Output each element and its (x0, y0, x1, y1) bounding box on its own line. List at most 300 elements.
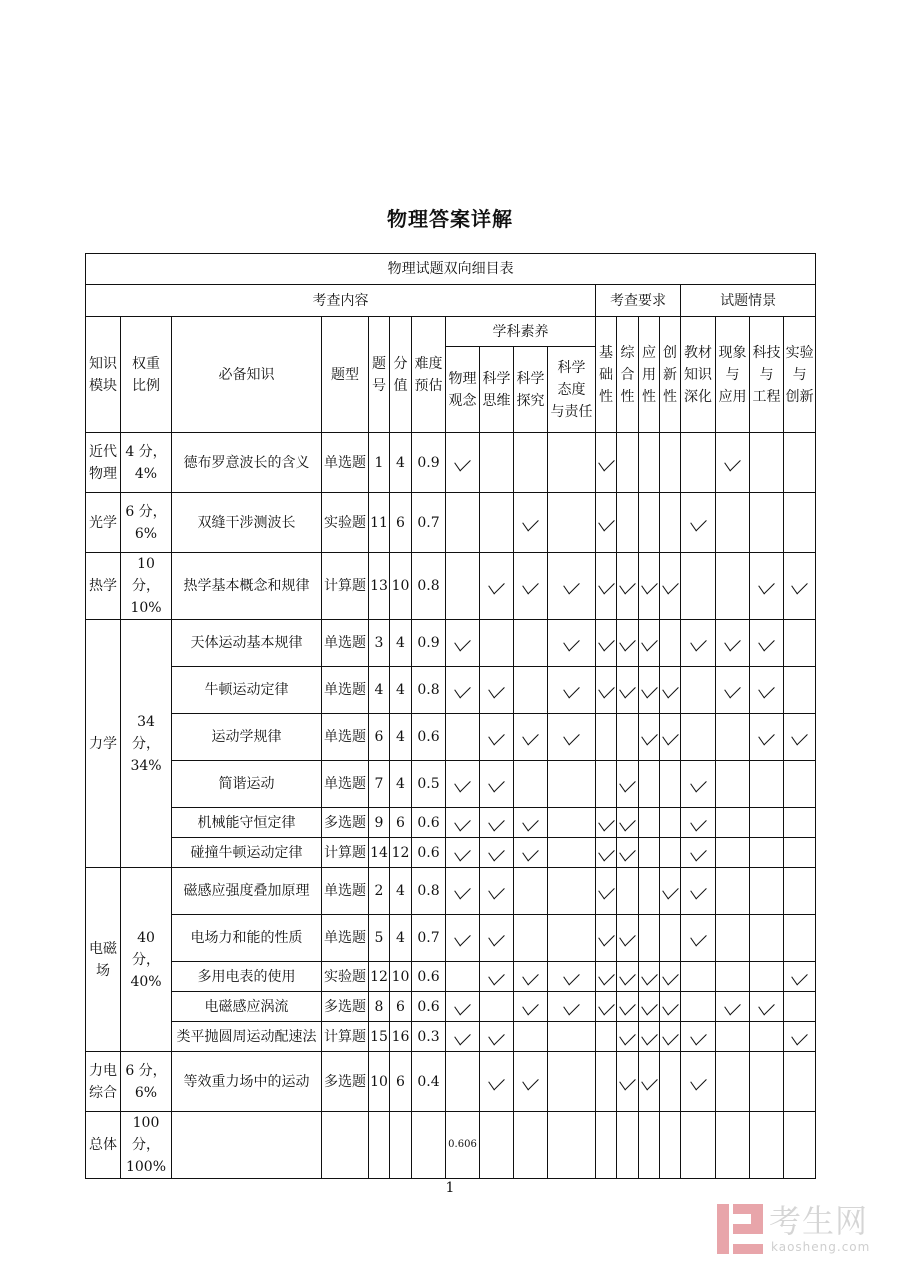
module-cell: 热学 (86, 553, 121, 620)
check-cell (784, 714, 816, 761)
check-cell (716, 761, 750, 808)
check-cell (750, 667, 784, 714)
check-mark-icon (758, 727, 774, 746)
no-cell: 10 (369, 1052, 390, 1112)
check-mark-icon (598, 881, 614, 900)
check-mark-icon (724, 633, 740, 652)
check-mark-icon (724, 452, 740, 471)
score-cell: 4 (390, 868, 412, 915)
check-cell (446, 761, 480, 808)
check-mark-icon (522, 966, 538, 985)
empty-cell (617, 1112, 639, 1179)
knowledge-cell: 简谐运动 (172, 761, 322, 808)
check-mark-icon (690, 512, 706, 531)
type-cell: 实验题 (322, 962, 369, 992)
check-mark-icon (522, 727, 538, 746)
check-mark-icon (641, 1026, 657, 1045)
check-cell (784, 493, 816, 553)
check-cell (514, 493, 548, 553)
watermark-url: kaosheng.com (771, 1240, 871, 1254)
check-cell (639, 868, 660, 915)
no-cell: 3 (369, 620, 390, 667)
check-mark-icon (758, 633, 774, 652)
check-mark-icon (563, 633, 579, 652)
check-mark-icon (488, 966, 504, 985)
check-cell (446, 992, 480, 1022)
check-mark-icon (662, 1026, 678, 1045)
check-cell (617, 433, 639, 493)
difficulty-cell: 0.6 (412, 962, 446, 992)
check-cell (750, 838, 784, 868)
type-cell: 单选题 (322, 714, 369, 761)
check-mark-icon (488, 680, 504, 699)
check-cell (480, 433, 514, 493)
check-cell (784, 1022, 816, 1052)
table-row (86, 433, 816, 493)
check-cell (681, 714, 716, 761)
check-mark-icon (641, 727, 657, 746)
check-cell (784, 838, 816, 868)
check-cell (617, 992, 639, 1022)
check-cell (681, 667, 716, 714)
knowledge-cell: 磁感应强度叠加原理 (172, 868, 322, 915)
check-mark-icon (662, 996, 678, 1015)
check-mark-icon (758, 680, 774, 699)
check-cell (750, 1052, 784, 1112)
check-cell (639, 493, 660, 553)
check-cell (716, 808, 750, 838)
check-mark-icon (522, 512, 538, 531)
difficulty-cell: 0.3 (412, 1022, 446, 1052)
check-cell (716, 992, 750, 1022)
check-mark-icon (690, 633, 706, 652)
check-cell (617, 761, 639, 808)
check-cell (548, 553, 596, 620)
weight-cell: 100 分， 100% (121, 1112, 172, 1179)
check-cell (681, 962, 716, 992)
check-cell (617, 1052, 639, 1112)
difficulty-cell: 0.6 (412, 808, 446, 838)
difficulty-cell: 0.4 (412, 1052, 446, 1112)
difficulty-cell: 0.6 (412, 992, 446, 1022)
check-cell (514, 1022, 548, 1052)
literacy-attitude-header: 科学 态度 与责任 (548, 347, 596, 433)
check-cell (480, 838, 514, 868)
check-cell (548, 808, 596, 838)
empty-cell (322, 1112, 369, 1179)
check-cell (639, 992, 660, 1022)
check-cell (750, 962, 784, 992)
group-content-header: 考查内容 (86, 285, 596, 317)
check-mark-icon (758, 576, 774, 595)
knowledge-cell: 碰撞牛顿运动定律 (172, 838, 322, 868)
check-mark-icon (454, 881, 470, 900)
check-cell (596, 433, 617, 493)
empty-cell (514, 1112, 548, 1179)
check-cell (784, 962, 816, 992)
check-mark-icon (690, 928, 706, 947)
check-cell (639, 620, 660, 667)
no-cell: 2 (369, 868, 390, 915)
check-mark-icon (791, 576, 807, 595)
type-cell: 单选题 (322, 868, 369, 915)
check-cell (617, 962, 639, 992)
check-cell (784, 761, 816, 808)
check-mark-icon (791, 1026, 807, 1045)
check-cell (784, 808, 816, 838)
table-row (86, 1052, 816, 1112)
check-mark-icon (488, 727, 504, 746)
situation-experiment-header: 实验 与 创新 (784, 317, 816, 433)
empty-cell (681, 1112, 716, 1179)
check-cell (639, 962, 660, 992)
check-cell (660, 1022, 681, 1052)
knowledge-cell: 等效重力场中的运动 (172, 1052, 322, 1112)
check-cell (514, 838, 548, 868)
score-cell: 16 (390, 1022, 412, 1052)
difficulty-cell: 0.8 (412, 667, 446, 714)
check-cell (548, 838, 596, 868)
check-cell (617, 838, 639, 868)
no-cell: 13 (369, 553, 390, 620)
check-cell (480, 761, 514, 808)
check-cell (596, 868, 617, 915)
group-requirements-header: 考查要求 (596, 285, 681, 317)
empty-cell (548, 1112, 596, 1179)
check-mark-icon (641, 680, 657, 699)
check-cell (596, 915, 617, 962)
check-cell (514, 1052, 548, 1112)
check-cell (750, 433, 784, 493)
col-difficulty-header: 难度 预估 (412, 317, 446, 433)
knowledge-cell: 双缝干涉测波长 (172, 493, 322, 553)
check-mark-icon (619, 966, 635, 985)
check-cell (514, 714, 548, 761)
check-cell (660, 433, 681, 493)
check-cell (548, 1022, 596, 1052)
check-cell (660, 838, 681, 868)
knowledge-cell: 热学基本概念和规律 (172, 553, 322, 620)
check-cell (639, 667, 660, 714)
table-row (86, 667, 816, 714)
knowledge-cell: 电场力和能的性质 (172, 915, 322, 962)
check-cell (596, 761, 617, 808)
check-cell (681, 868, 716, 915)
check-cell (480, 667, 514, 714)
req-applied-header: 应 用 性 (639, 317, 660, 433)
check-cell (660, 553, 681, 620)
check-mark-icon (641, 1071, 657, 1090)
weight-cell: 6 分， 6% (121, 493, 172, 553)
check-cell (514, 992, 548, 1022)
watermark-name: 考生网 (769, 1202, 869, 1240)
watermark-logo-icon (717, 1204, 763, 1254)
check-mark-icon (454, 774, 470, 793)
check-mark-icon (522, 996, 538, 1015)
check-cell (639, 838, 660, 868)
literacy-thinking-header: 科学 思维 (480, 347, 514, 433)
check-cell (660, 761, 681, 808)
check-cell (617, 714, 639, 761)
check-cell (660, 808, 681, 838)
check-cell (480, 1052, 514, 1112)
col-score-header: 分 值 (390, 317, 412, 433)
check-cell (617, 808, 639, 838)
check-cell (681, 808, 716, 838)
check-mark-icon (758, 996, 774, 1015)
check-cell (681, 433, 716, 493)
empty-cell (596, 1112, 617, 1179)
check-cell (681, 493, 716, 553)
check-cell (681, 992, 716, 1022)
type-cell: 计算题 (322, 838, 369, 868)
check-mark-icon (598, 966, 614, 985)
check-cell (446, 620, 480, 667)
check-cell (480, 808, 514, 838)
table-row (86, 915, 816, 962)
req-foundational-header: 基 础 性 (596, 317, 617, 433)
check-cell (548, 667, 596, 714)
knowledge-cell: 牛顿运动定律 (172, 667, 322, 714)
check-cell (660, 962, 681, 992)
weight-cell: 10 分， 10% (121, 553, 172, 620)
check-mark-icon (641, 966, 657, 985)
score-cell: 4 (390, 714, 412, 761)
check-mark-icon (662, 727, 678, 746)
check-cell (446, 808, 480, 838)
module-cell: 力电 综合 (86, 1052, 121, 1112)
check-mark-icon (454, 633, 470, 652)
check-mark-icon (563, 576, 579, 595)
check-cell (596, 620, 617, 667)
check-cell (660, 667, 681, 714)
type-cell: 单选题 (322, 915, 369, 962)
check-cell (446, 1052, 480, 1112)
check-mark-icon (488, 842, 504, 861)
check-cell (750, 915, 784, 962)
score-cell: 4 (390, 433, 412, 493)
check-cell (548, 915, 596, 962)
empty-cell (412, 1112, 446, 1179)
check-cell (480, 620, 514, 667)
check-cell (617, 1022, 639, 1052)
check-cell (446, 553, 480, 620)
check-cell (681, 915, 716, 962)
check-mark-icon (791, 966, 807, 985)
check-cell (446, 962, 480, 992)
check-mark-icon (488, 881, 504, 900)
table-row (86, 962, 816, 992)
check-cell (617, 667, 639, 714)
difficulty-cell: 0.9 (412, 620, 446, 667)
check-mark-icon (690, 1071, 706, 1090)
check-cell (639, 433, 660, 493)
check-cell (716, 915, 750, 962)
check-cell (446, 1022, 480, 1052)
check-cell (514, 808, 548, 838)
score-cell: 4 (390, 667, 412, 714)
check-mark-icon (662, 966, 678, 985)
check-cell (548, 714, 596, 761)
type-cell: 多选题 (322, 1052, 369, 1112)
score-cell: 12 (390, 838, 412, 868)
col-weight-header: 权重 比例 (121, 317, 172, 433)
check-cell (639, 808, 660, 838)
check-cell (514, 962, 548, 992)
check-cell (639, 915, 660, 962)
weight-cell: 4 分， 4% (121, 433, 172, 493)
check-mark-icon (662, 680, 678, 699)
check-mark-icon (662, 881, 678, 900)
difficulty-cell: 0.7 (412, 493, 446, 553)
score-cell: 6 (390, 1052, 412, 1112)
check-mark-icon (454, 680, 470, 699)
check-mark-icon (563, 680, 579, 699)
check-cell (750, 808, 784, 838)
check-mark-icon (690, 1026, 706, 1045)
check-mark-icon (619, 774, 635, 793)
check-cell (480, 714, 514, 761)
no-cell: 1 (369, 433, 390, 493)
req-innovative-header: 创 新 性 (660, 317, 681, 433)
check-mark-icon (488, 928, 504, 947)
check-cell (681, 553, 716, 620)
knowledge-cell: 运动学规律 (172, 714, 322, 761)
check-cell (446, 868, 480, 915)
empty-cell (639, 1112, 660, 1179)
check-mark-icon (598, 996, 614, 1015)
literacy-group-header: 学科素养 (446, 317, 596, 347)
check-mark-icon (522, 842, 538, 861)
module-cell: 近代 物理 (86, 433, 121, 493)
check-cell (750, 992, 784, 1022)
type-cell: 实验题 (322, 493, 369, 553)
empty-cell (660, 1112, 681, 1179)
check-mark-icon (724, 996, 740, 1015)
empty-cell (390, 1112, 412, 1179)
check-cell (480, 915, 514, 962)
check-mark-icon (454, 996, 470, 1015)
check-mark-icon (598, 576, 614, 595)
check-cell (548, 761, 596, 808)
check-cell (514, 667, 548, 714)
check-cell (716, 1022, 750, 1052)
check-cell (514, 620, 548, 667)
check-cell (548, 493, 596, 553)
check-cell (480, 1022, 514, 1052)
empty-cell (784, 1112, 816, 1179)
situation-technology-header: 科技 与 工程 (750, 317, 784, 433)
check-cell (596, 667, 617, 714)
check-mark-icon (522, 812, 538, 831)
check-cell (750, 868, 784, 915)
check-cell (681, 620, 716, 667)
check-cell (784, 620, 816, 667)
difficulty-cell: 0.8 (412, 553, 446, 620)
empty-cell (480, 1112, 514, 1179)
check-cell (750, 1022, 784, 1052)
no-cell: 7 (369, 761, 390, 808)
check-cell (681, 761, 716, 808)
check-cell (596, 962, 617, 992)
watermark (717, 1202, 887, 1258)
check-cell (660, 992, 681, 1022)
check-cell (639, 1022, 660, 1052)
check-mark-icon (454, 928, 470, 947)
check-cell (784, 868, 816, 915)
knowledge-cell: 电磁感应涡流 (172, 992, 322, 1022)
check-mark-icon (454, 812, 470, 831)
check-cell (716, 838, 750, 868)
check-mark-icon (598, 633, 614, 652)
check-mark-icon (690, 881, 706, 900)
check-cell (514, 868, 548, 915)
check-cell (446, 714, 480, 761)
check-cell (596, 553, 617, 620)
difficulty-cell: 0.8 (412, 868, 446, 915)
check-mark-icon (488, 812, 504, 831)
check-cell (716, 714, 750, 761)
check-cell (596, 992, 617, 1022)
check-mark-icon (619, 812, 635, 831)
table-row (86, 493, 816, 553)
check-cell (784, 1052, 816, 1112)
table-row (86, 761, 816, 808)
page-number: 1 (445, 1180, 455, 1196)
col-no-header: 题 号 (369, 317, 390, 433)
check-mark-icon (488, 1071, 504, 1090)
check-cell (660, 915, 681, 962)
table-row (86, 992, 816, 1022)
check-mark-icon (619, 633, 635, 652)
check-mark-icon (619, 1026, 635, 1045)
specification-table (85, 253, 816, 1179)
module-cell: 力学 (86, 620, 121, 868)
module-cell: 光学 (86, 493, 121, 553)
knowledge-cell: 机械能守恒定律 (172, 808, 322, 838)
empty-cell (369, 1112, 390, 1179)
check-cell (446, 838, 480, 868)
total-difficulty-cell: 0.606 (446, 1112, 480, 1179)
score-cell: 6 (390, 493, 412, 553)
knowledge-cell: 天体运动基本规律 (172, 620, 322, 667)
knowledge-cell: 德布罗意波长的含义 (172, 433, 322, 493)
check-mark-icon (522, 576, 538, 595)
check-cell (480, 493, 514, 553)
check-cell (750, 553, 784, 620)
check-cell (548, 992, 596, 1022)
check-cell (548, 868, 596, 915)
check-mark-icon (791, 727, 807, 746)
check-mark-icon (690, 842, 706, 861)
check-cell (716, 493, 750, 553)
check-cell (784, 667, 816, 714)
check-cell (660, 714, 681, 761)
check-mark-icon (619, 680, 635, 699)
check-cell (784, 553, 816, 620)
difficulty-cell: 0.5 (412, 761, 446, 808)
empty-cell (750, 1112, 784, 1179)
check-cell (514, 553, 548, 620)
type-cell: 单选题 (322, 761, 369, 808)
check-mark-icon (563, 966, 579, 985)
check-cell (716, 433, 750, 493)
weight-cell: 40 分， 40% (121, 868, 172, 1052)
score-cell: 10 (390, 553, 412, 620)
check-cell (716, 667, 750, 714)
score-cell: 6 (390, 992, 412, 1022)
check-cell (480, 868, 514, 915)
